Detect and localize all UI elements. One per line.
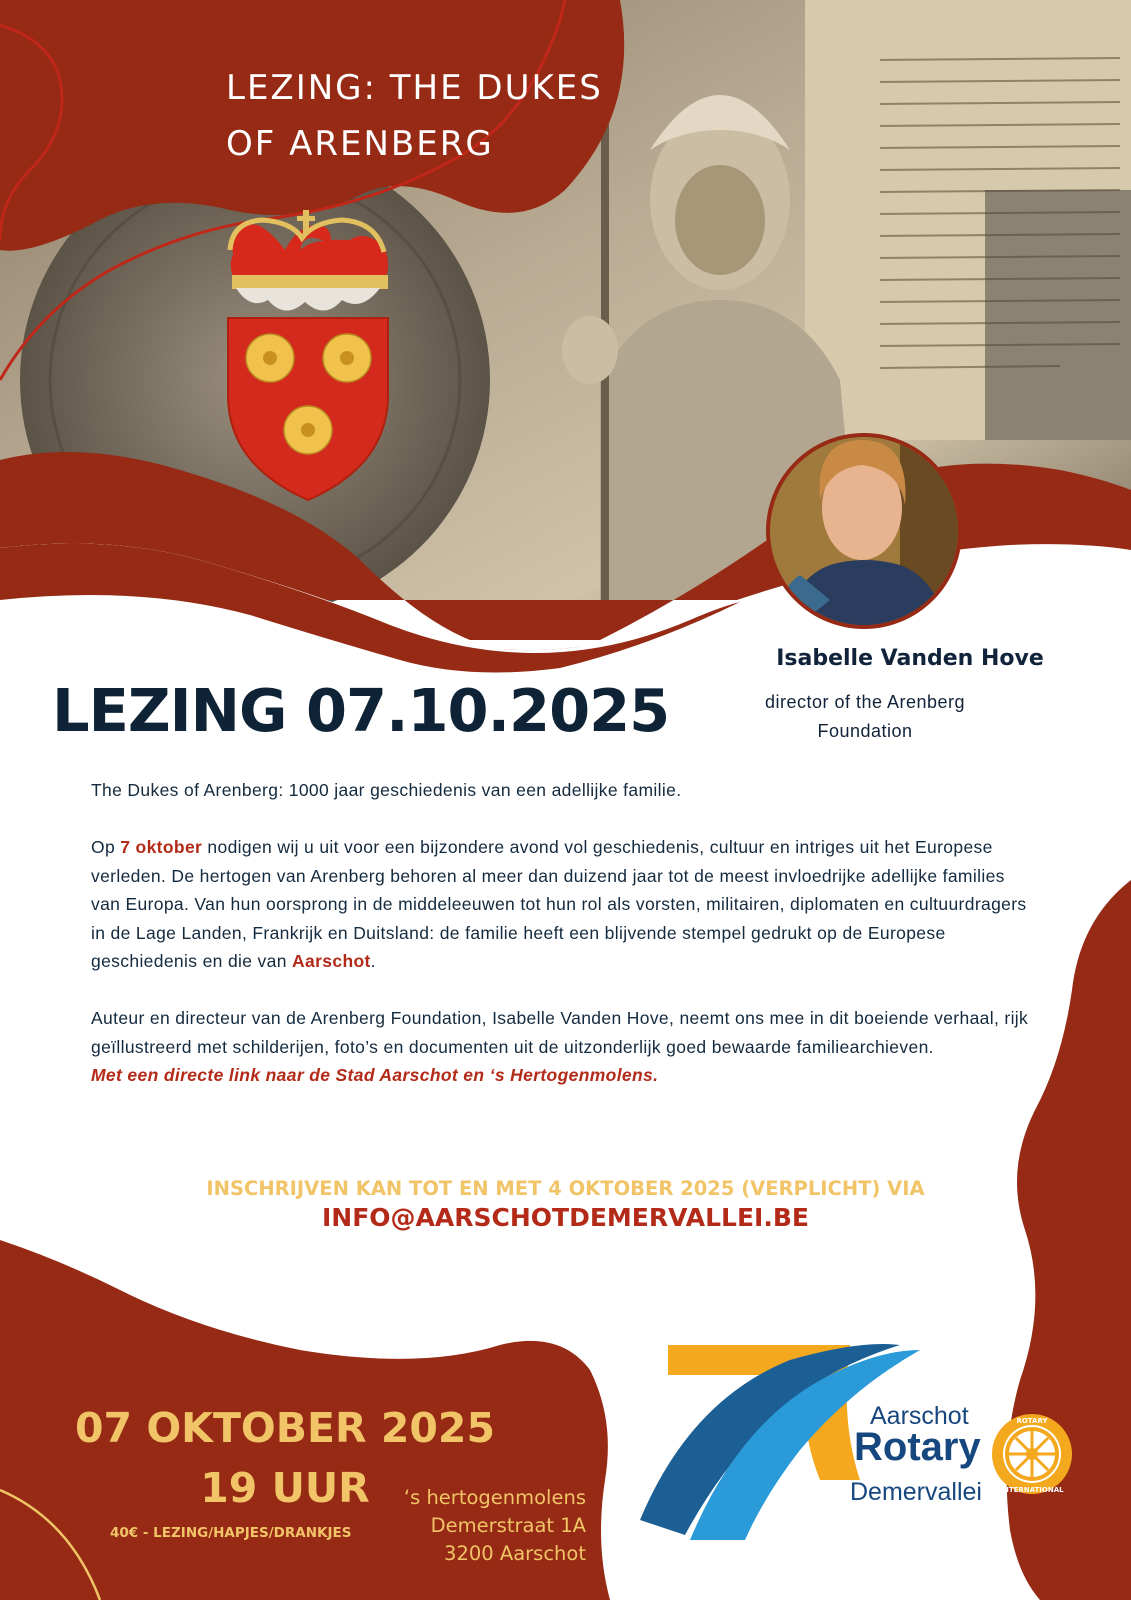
logo-text-rotary: Rotary (854, 1425, 981, 1469)
header-title (226, 60, 646, 172)
speaker-role (740, 688, 990, 746)
speaker-role-line1: director of the Arenberg (764, 692, 966, 712)
author-paragraph: Auteur en directeur van de Arenberg Foundation, Isabelle Vanden Hove, neemt ons mee in dit boeiende verhaal, rijk geïllustreerd met schilderijen, foto’s en documenten uit de uitzonderlijk goed bewaarde familiearchieven. (91, 1008, 1029, 1057)
paragraph-text: Op (91, 837, 121, 857)
venue-address (370, 1484, 586, 1568)
lecture-heading: LEZING 07.10.2025 (52, 676, 670, 745)
rotary-wheel-icon (992, 1414, 1072, 1494)
registration-text: INSCHRIJVEN KAN TOT EN MET 4 OKTOBER 2025 (VERPLICHT) VIA (206, 1177, 925, 1200)
city-highlight: Aarschot (292, 951, 371, 971)
footer-date: 07 OKTOBER 2025 (75, 1404, 495, 1452)
venue-line1: ‘s hertogenmolens (403, 1486, 586, 1509)
intro-paragraph: The Dukes of Arenberg: 1000 jaar geschiedenis van een adellijke familie. (91, 780, 682, 800)
venue-line3: 3200 Aarschot (444, 1542, 586, 1565)
logo-text-demervallei: Demervallei (850, 1478, 982, 1506)
registration-email[interactable]: INFO@AARSCHOTDEMERVALLEI.BE (322, 1203, 809, 1232)
price-info: 40€ - LEZING/HAPJES/DRANKJES (110, 1525, 352, 1541)
logo-text-aarschot: Aarschot (870, 1402, 969, 1430)
wheel-text-bottom: INTERNATIONAL (1000, 1486, 1064, 1494)
footer-time: 19 UUR (200, 1464, 370, 1512)
description-paragraph (91, 833, 1031, 976)
body-text (91, 776, 1031, 1090)
paragraph-text: . (370, 951, 376, 971)
speaker-name: Isabelle Vanden Hove (776, 646, 1044, 671)
arenberg-coat-of-arms (228, 210, 388, 500)
wheel-text-top: ROTARY (1016, 1417, 1048, 1425)
speaker-role-line2: Foundation (817, 721, 913, 741)
header-title-line2: OF ARENBERG (226, 124, 494, 164)
link-note: Met een directe link naar de Stad Aarschot en ‘s Hertogenmolens. (91, 1065, 659, 1085)
paragraph-text: nodigen wij u uit voor een bijzondere avond vol geschiedenis, cultuur en intriges uit het Europese verleden. De hertogen van Arenberg behoren al meer dan duizend jaar tot de meest invloedrijke adellijke families van Europa. Van hun oorsprong in de middeleeuwen tot hun rol als vorsten, militairen, diplomaten en cultuurdragers in de Lage Landen, Frankrijk en Duitsland: de familie heeft een blijvende stempel gedrukt op de Europese geschiedenis en die van (91, 837, 1027, 971)
header-title-line1: LEZING: THE DUKES (226, 68, 603, 108)
venue-line2: Demerstraat 1A (430, 1514, 586, 1537)
date-highlight: 7 oktober (120, 837, 203, 857)
